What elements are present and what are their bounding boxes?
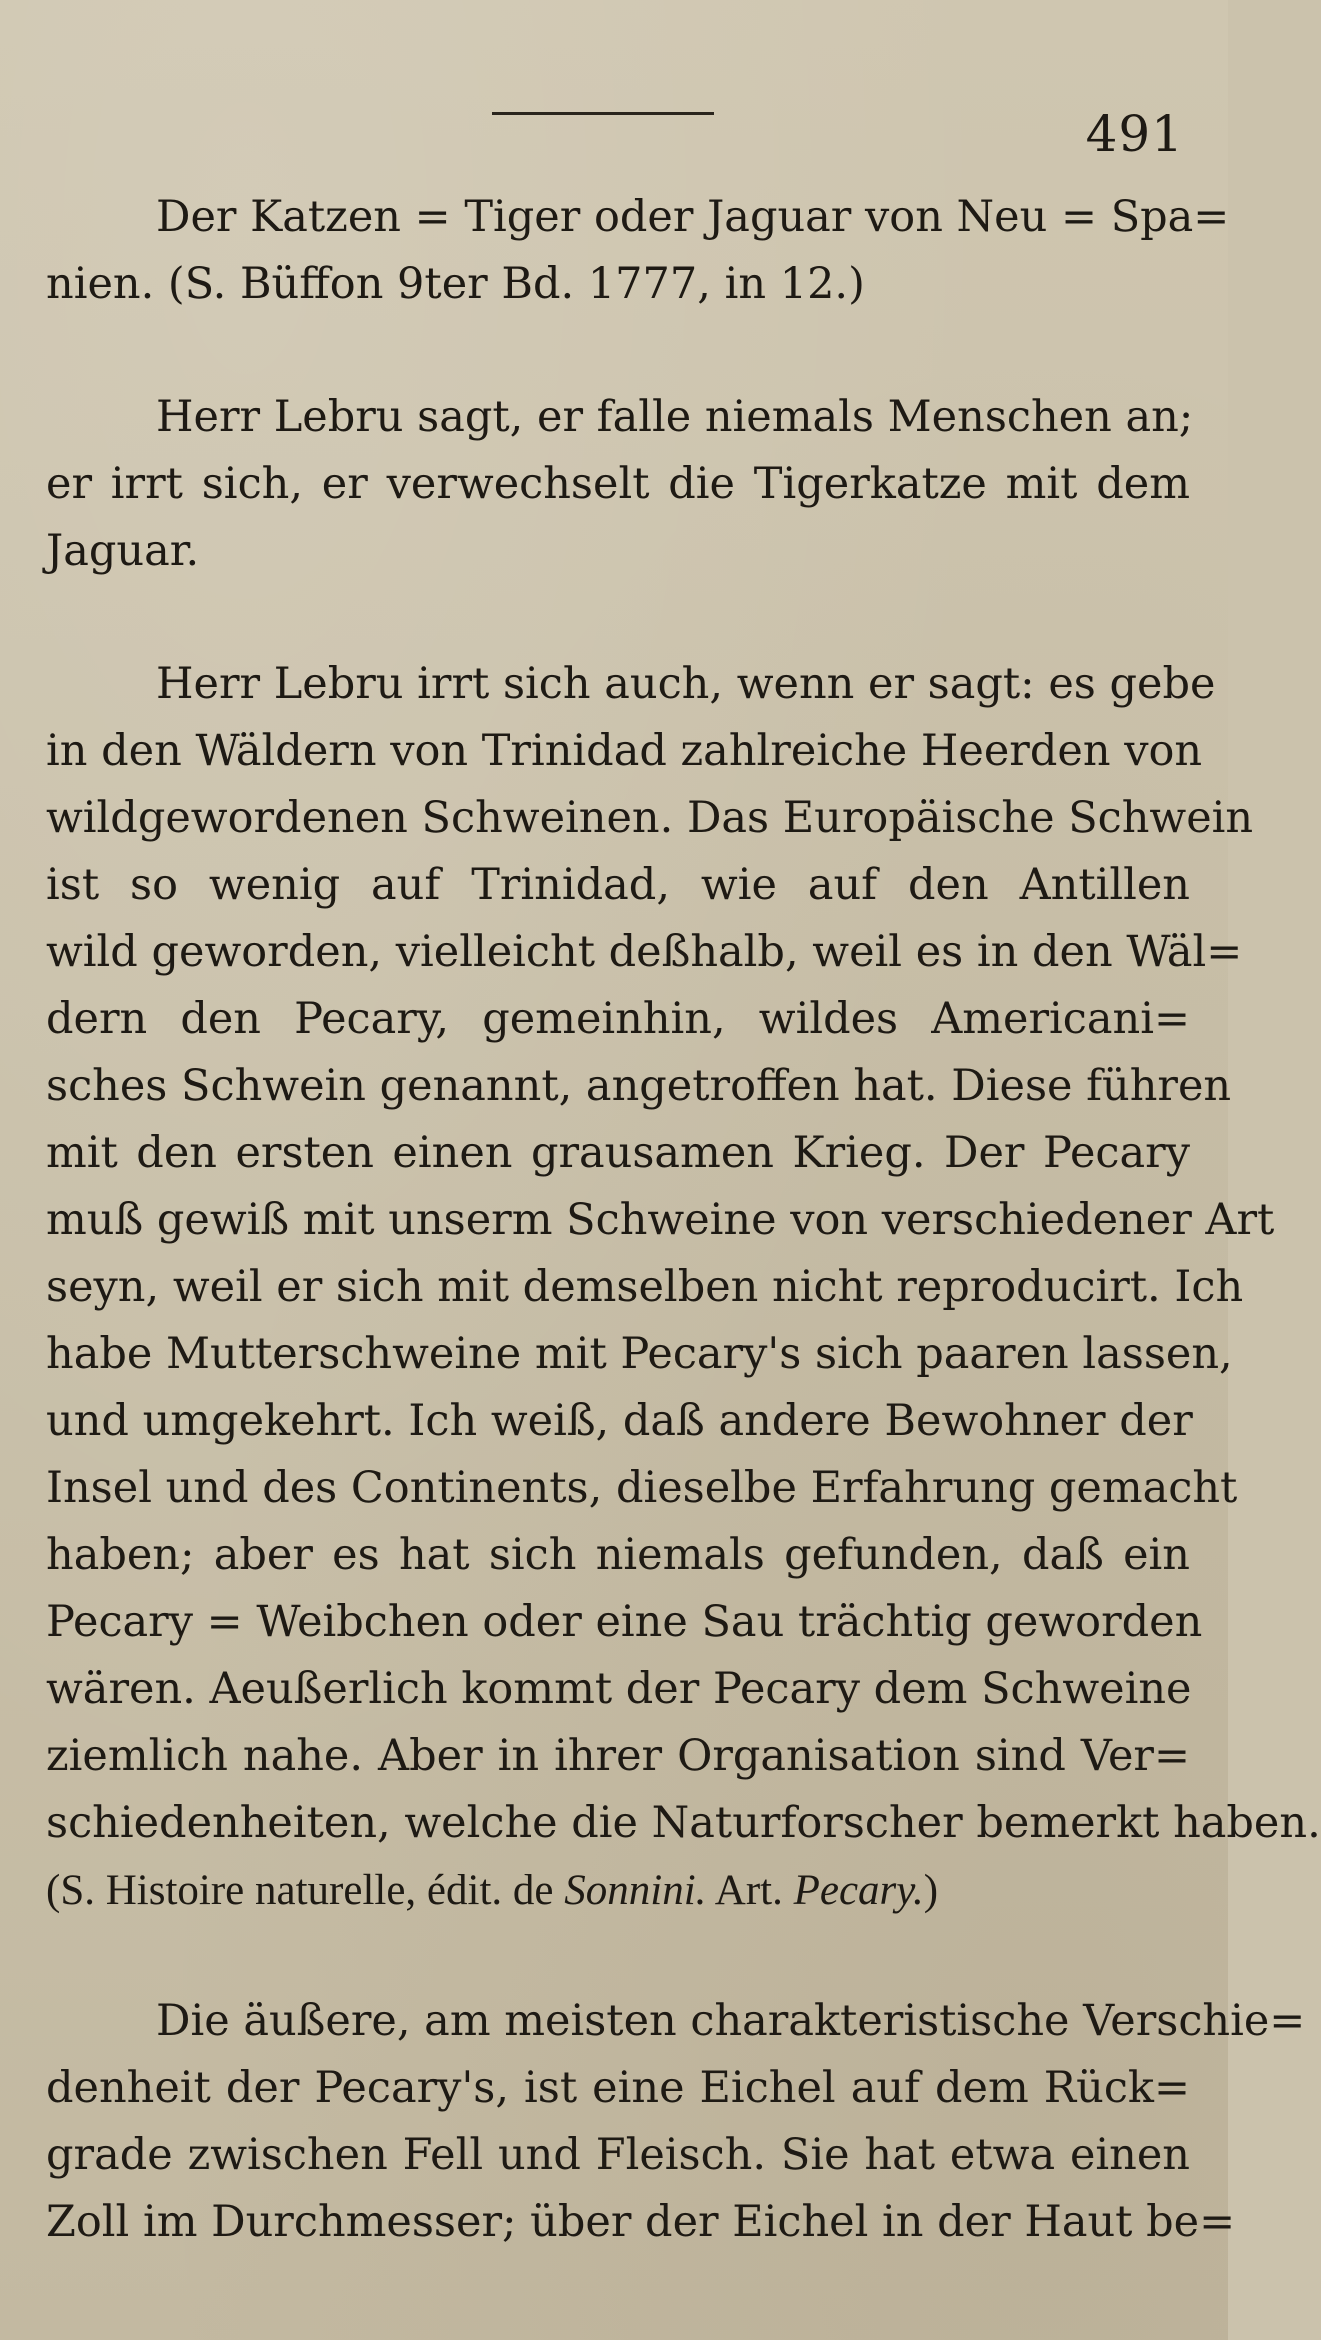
text-line: Insel und des Continents, dieselbe Erfahrung gemacht — [46, 1463, 1238, 1513]
text-line: muß gewiß mit unserm Schweine von verschiedener Art — [46, 1195, 1275, 1245]
citation-term: Pecary. — [793, 1867, 924, 1914]
text-line: mit den ersten einen grausamen Krieg. Der Pecary — [46, 1128, 1190, 1178]
text-line: Jaguar. — [46, 526, 200, 576]
text-line: grade zwischen Fell und Fleisch. Sie hat etwa einen — [46, 2130, 1190, 2180]
text-line: Die äußere, am meisten charakteristische Verschie= — [156, 1996, 1306, 2046]
text-line: Der Katzen = Tiger oder Jaguar von Neu = Spa= — [156, 192, 1230, 242]
citation-line — [46, 1857, 1190, 1924]
paragraph-4 — [46, 1988, 1306, 2256]
text-line: seyn, weil er sich mit demselben nicht reproducirt. Ich — [46, 1262, 1244, 1312]
text-line: denheit der Pecary's, ist eine Eichel auf dem Rück= — [46, 2063, 1190, 2113]
text-line: Pecary = Weibchen oder eine Sau trächtig geworden — [46, 1597, 1203, 1647]
text-line: wildgewordenen Schweinen. Das Europäische Schwein — [46, 793, 1254, 843]
citation-prefix: (S. — [46, 1867, 95, 1914]
text-line: habe Mutterschweine mit Pecary's sich paaren lassen, — [46, 1329, 1233, 1379]
page-number: 491 — [1085, 105, 1184, 163]
text-line: er irrt sich, er verwechselt die Tigerkatze mit dem — [46, 459, 1190, 509]
text-line: schiedenheiten, welche die Naturforscher bemerkt haben. — [46, 1798, 1321, 1848]
text-line: und umgekehrt. Ich weiß, daß andere Bewohner der — [46, 1396, 1193, 1446]
text-line: Herr Lebru sagt, er falle niemals Menschen an; — [156, 392, 1194, 442]
header-rule — [492, 112, 714, 115]
text-line: nien. (S. Büffon 9ter Bd. 1777, in 12.) — [46, 259, 865, 309]
text-line: ist so wenig auf Trinidad, wie auf den Antillen — [46, 860, 1190, 910]
text-line: ziemlich nahe. Aber in ihrer Organisation sind Ver= — [46, 1731, 1190, 1781]
body-text — [46, 184, 1321, 2256]
citation-article: Art. — [714, 1867, 783, 1914]
text-line: dern den Pecary, gemeinhin, wildes Americani= — [46, 994, 1190, 1044]
citation-close: ) — [923, 1867, 939, 1914]
citation-text: Histoire naturelle, édit. de — [105, 1867, 554, 1914]
paragraph-3 — [46, 651, 1321, 1924]
text-line: haben; aber es hat sich niemals gefunden, daß ein — [46, 1530, 1190, 1580]
text-line: Herr Lebru irrt sich auch, wenn er sagt: es gebe — [156, 659, 1216, 709]
paragraph-2 — [46, 384, 1194, 585]
text-line: Zoll im Durchmesser; über der Eichel in der Haut be= — [46, 2197, 1236, 2247]
paragraph-1 — [46, 184, 1230, 318]
text-line: wären. Aeußerlich kommt der Pecary dem Schweine — [46, 1664, 1192, 1714]
text-line: sches Schwein genannt, angetroffen hat. Diese führen — [46, 1061, 1232, 1111]
text-line: wild geworden, vielleicht deßhalb, weil es in den Wäl= — [46, 927, 1243, 977]
text-line: in den Wäldern von Trinidad zahlreiche Heerden von — [46, 726, 1203, 776]
citation-author: Sonnini. — [564, 1867, 707, 1914]
